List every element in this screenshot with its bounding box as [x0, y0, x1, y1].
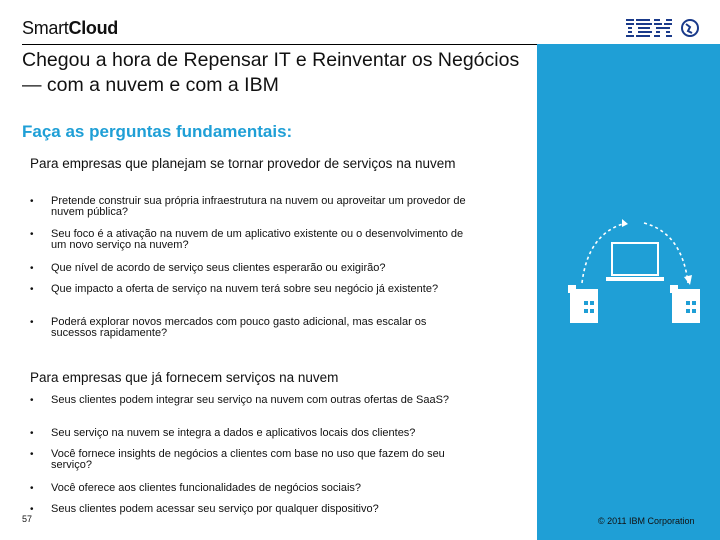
bullet-marker: • — [30, 229, 34, 240]
globe-icon — [680, 18, 700, 38]
bullet-marker: • — [30, 263, 34, 274]
list-item: • Seu serviço na nuvem se integra a dados e aplicativos locais dos clientes? — [30, 427, 416, 439]
list-item: • Pretende construir sua própria infraestrutura na nuvem ou aproveitar um provedor de nuvem pública? — [30, 195, 466, 218]
smartcloud-logo: SmartCloud — [22, 18, 119, 38]
bullet-marker: • — [30, 395, 34, 406]
bullet-marker: • — [30, 428, 34, 439]
list-item: • Que nível de acordo de serviço seus clientes esperarão ou exigirão? — [30, 262, 386, 274]
ibm-logo — [626, 18, 674, 38]
building-left-icon — [568, 285, 598, 323]
header-divider — [22, 44, 537, 45]
section-heading-providers: Para empresas que planejam se tornar provedor de serviços na nuvem — [30, 156, 456, 171]
list-item: • Que impacto a oferta de serviço na nuvem terá sobre seu negócio já existente? — [30, 283, 439, 295]
bullet-marker: • — [30, 284, 34, 295]
building-right-icon — [670, 285, 700, 323]
list-item: • Você fornece insights de negócios a clientes com base no uso que fazem do seu serviço? — [30, 448, 445, 471]
section-heading-existing-providers: Para empresas que já fornecem serviços na nuvem — [30, 370, 339, 385]
list-item: • Seus clientes podem integrar seu serviço na nuvem com outras ofertas de SaaS? — [30, 394, 450, 406]
bullet-marker: • — [30, 449, 34, 460]
page-number: 57 — [22, 514, 33, 524]
svg-text:IBM: IBM — [626, 18, 628, 19]
bullet-marker: • — [30, 483, 34, 494]
cloud-services-illustration — [560, 205, 710, 325]
list-item: • Poderá explorar novos mercados com pouco gasto adicional, mas escalar os sucessos rapidamente? — [30, 316, 427, 339]
copyright-notice: © 2011 IBM Corporation — [598, 516, 695, 526]
bullet-marker: • — [30, 504, 34, 515]
list-item: • Seus clientes podem acessar seu serviço por qualquer dispositivo? — [30, 503, 379, 515]
page-subtitle: Faça as perguntas fundamentais: — [22, 122, 293, 141]
laptop-icon — [606, 243, 664, 281]
list-item: • Você oferece aos clientes funcionalidades de negócios sociais? — [30, 482, 362, 494]
bullet-marker: • — [30, 317, 34, 328]
bullet-marker: • — [30, 196, 34, 207]
page-title: Chegou a hora de Repensar IT e Reinventar os Negócios — com a nuvem e com a IBM — [22, 49, 520, 96]
list-item: • Seu foco é a ativação na nuvem de um aplicativo existente ou o desenvolvimento de um novo serviço na nuvem? — [30, 228, 464, 251]
